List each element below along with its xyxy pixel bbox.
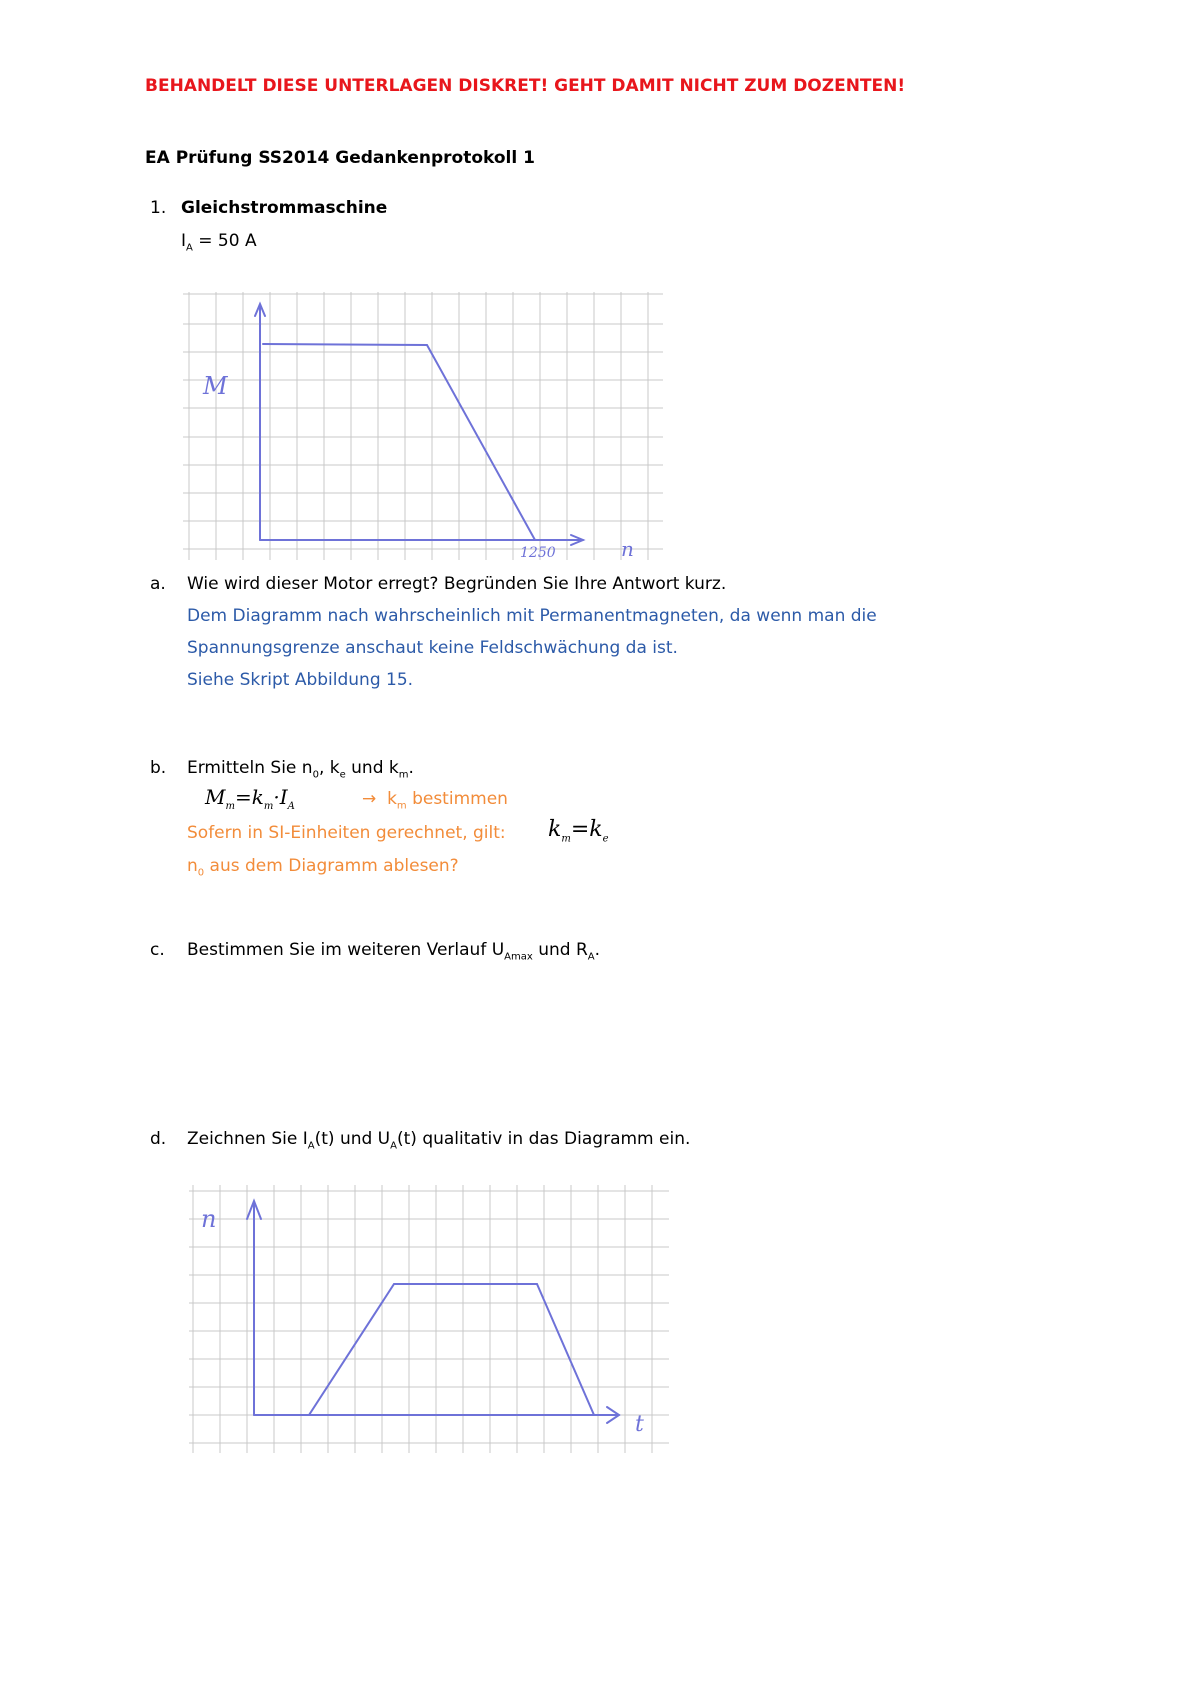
question-b-letter: b. xyxy=(150,758,167,778)
qb-sub0: 0 xyxy=(312,769,319,781)
speed-time-sketch xyxy=(189,1185,669,1453)
n0-rest: aus dem Diagramm ablesen? xyxy=(204,856,459,876)
sketch1-y-label: M xyxy=(203,372,228,400)
answer-a-line2: Spannungsgrenze anschaut keine Feldschwächung da ist. xyxy=(187,638,678,658)
km-sub: m xyxy=(396,800,407,812)
sketch1-x-tick: 1250 xyxy=(520,545,556,561)
given-current xyxy=(181,231,257,253)
f2-sube: e xyxy=(602,833,609,845)
km-k: k xyxy=(387,789,397,809)
question-a-letter: a. xyxy=(150,574,166,594)
sketch1-x-label: n xyxy=(621,537,634,561)
answer-a-line3: Siehe Skript Abbildung 15. xyxy=(187,670,414,690)
torque-speed-sketch xyxy=(183,292,663,562)
n0-n: n xyxy=(187,856,198,876)
qb-subm: m xyxy=(398,769,409,781)
qd-sub2: A xyxy=(390,1140,397,1152)
f2-k: k xyxy=(548,817,562,842)
qd-sub1: A xyxy=(307,1140,315,1152)
answer-a-line1: Dem Diagramm nach wahrscheinlich mit Permanentmagneten, da wenn man die xyxy=(187,606,877,626)
qc-mid: und R xyxy=(532,940,588,960)
given-rest: = 50 A xyxy=(192,231,257,251)
document-title: EA Prüfung SS2014 Gedankenprotokoll 1 xyxy=(145,148,535,168)
torque-curve xyxy=(263,344,535,540)
question-b-text xyxy=(187,758,414,780)
f-subA: A xyxy=(287,801,295,812)
question-c-letter: c. xyxy=(150,940,165,960)
sketch2-x-label: t xyxy=(635,1412,644,1437)
qd-pre: Zeichnen Sie I xyxy=(187,1129,308,1149)
qc-pre: Bestimmen Sie im weiteren Verlauf U xyxy=(187,940,505,960)
f-eq: =k xyxy=(234,785,264,809)
km-rest: bestimmen xyxy=(406,789,508,809)
f-M: M xyxy=(205,785,226,809)
f2-subm: m xyxy=(561,833,571,845)
qd-end: (t) qualitativ in das Diagramm ein. xyxy=(396,1129,691,1149)
f-dotI: ·I xyxy=(273,785,288,809)
formula-km-ke xyxy=(548,817,609,844)
f-subm2: m xyxy=(263,801,274,812)
arrow: → xyxy=(362,789,377,809)
km-determine xyxy=(362,789,508,811)
section-number: 1. xyxy=(150,198,167,218)
given-sub: A xyxy=(186,242,193,254)
f-subm: m xyxy=(225,801,235,812)
si-line: Sofern in SI-Einheiten gerechnet, gilt: xyxy=(187,823,506,843)
question-a-text: Wie wird dieser Motor erregt? Begründen Sie Ihre Antwort kurz. xyxy=(187,574,727,594)
qb-sube: e xyxy=(339,769,346,781)
qb-comma: , k xyxy=(318,758,340,778)
question-d-text xyxy=(187,1129,690,1151)
f2-eq: =k xyxy=(570,817,603,842)
qb-period: . xyxy=(408,758,414,778)
qb-pre: Ermitteln Sie n xyxy=(187,758,313,778)
sketch2-y-label: n xyxy=(201,1205,217,1233)
formula-torque xyxy=(205,785,295,812)
n0-line xyxy=(187,856,459,878)
qc-sub-amax: Amax xyxy=(504,951,533,963)
qc-end: . xyxy=(594,940,601,960)
given-var: I xyxy=(181,231,187,251)
speed-profile xyxy=(257,1284,594,1415)
qb-und: und k xyxy=(345,758,399,778)
question-c-text xyxy=(187,940,600,962)
qc-sub-a: A xyxy=(587,951,595,963)
warning-text: BEHANDELT DIESE UNTERLAGEN DISKRET! GEHT DAMIT NICHT ZUM DOZENTEN! xyxy=(145,76,906,96)
section-heading: Gleichstrommaschine xyxy=(181,198,388,218)
qd-mid: (t) und U xyxy=(314,1129,391,1149)
n0-sub: 0 xyxy=(197,867,205,879)
question-d-letter: d. xyxy=(150,1129,167,1149)
